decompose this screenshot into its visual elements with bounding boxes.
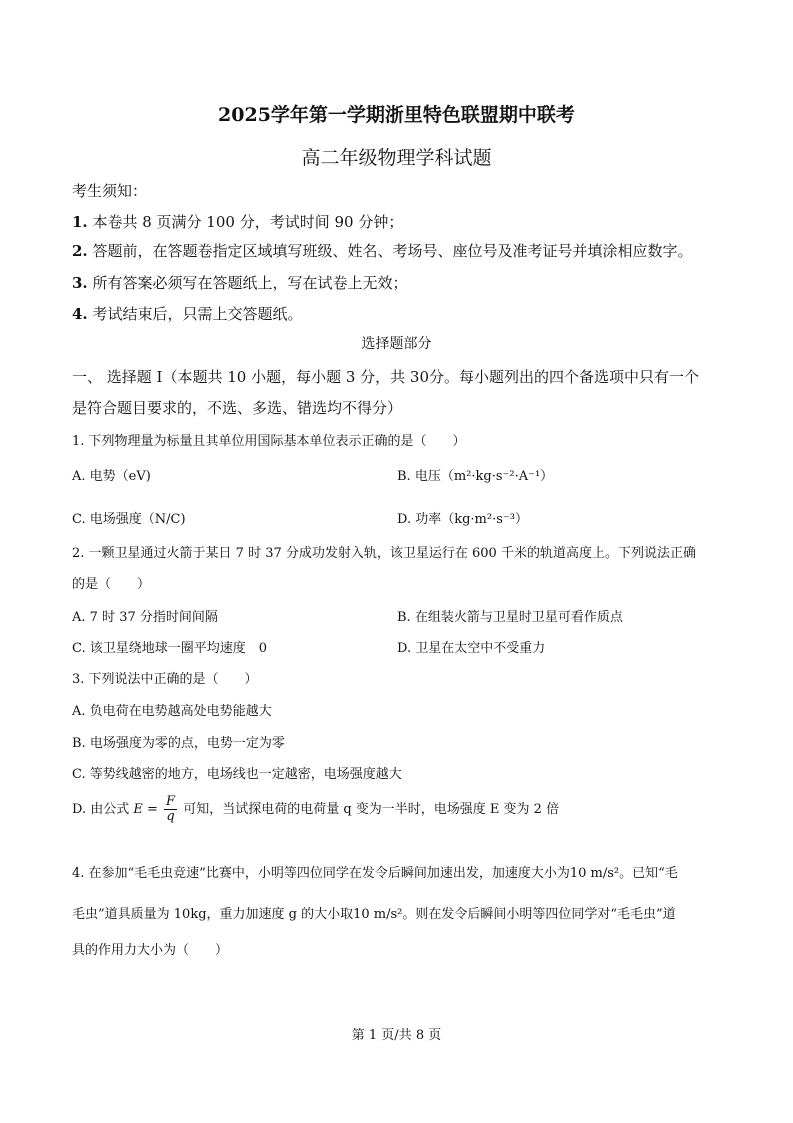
- notice-item-text: 考试结束后，只需上交答题纸。: [92, 305, 303, 323]
- question-1-option-a: A. 电势（eV): [72, 469, 151, 484]
- question-2-stem-line1: 2. 一颗卫星通过火箭于某日 7 时 37 分成功发射入轨，该卫星运行在 600 千米的轨道高度上。下列说法正确: [72, 546, 696, 561]
- notice-item-2: [72, 240, 692, 261]
- question-3-stem: 3. 下列说法中正确的是（ ）: [72, 672, 258, 687]
- notice-item-number: 4.: [72, 305, 88, 323]
- question-2-option-c: C. 该卫星绕地球一圈平均速度 0: [72, 641, 268, 656]
- question-4-line1: 4. 在参加“毛毛虫竞速”比赛中，小明等四位同学在发令后瞬间加速出发，加速度大小为10 m/s²。已知“毛: [72, 866, 678, 881]
- question-1-option-b: B. 电压（m²·kg·s⁻²·A⁻¹）: [397, 469, 554, 484]
- exam-title: 2025学年第一学期浙里特色联盟期中联考: [218, 104, 575, 126]
- question-3-option-d-suffix: 可知，当试探电荷的电荷量 q 变为一半时，电场强度 E 变为 2 倍: [183, 802, 560, 817]
- formula-denominator: q: [166, 809, 175, 824]
- part1-instructions-line2: 是符合题目要求的，不选、多选、错选均不得分）: [72, 399, 403, 417]
- part1-instructions-line1: 一、 选择题 I（本题共 10 小题，每小题 3 分，共 30分。每小题列出的四个备选项中只有一个: [72, 368, 700, 386]
- notice-item-4: [72, 303, 302, 324]
- question-2-stem-line2: 的是（ ）: [72, 577, 151, 592]
- notice-item-text: 答题前，在答题卷指定区域填写班级、姓名、考场号、座位号及准考证号并填涂相应数字。: [92, 242, 693, 260]
- notice-item-number: 3.: [72, 274, 88, 292]
- formula-numerator: F: [166, 794, 176, 809]
- question-2-option-a: A. 7 时 37 分指时间间隔: [72, 610, 218, 625]
- page-footer: 第 1 页/共 8 页: [351, 1028, 442, 1043]
- question-3-option-a: A. 负电荷在电势越高处电势能越大: [72, 704, 272, 719]
- question-3-option-b: B. 电场强度为零的点，电势一定为零: [72, 736, 285, 751]
- question-3-option-d: [72, 795, 559, 824]
- formula-fraction: [164, 795, 177, 824]
- question-4-line3: 具的作用力大小为（ ）: [72, 943, 229, 958]
- question-1-option-c: C. 电场强度（N/C): [72, 512, 186, 527]
- question-2-option-b: B. 在组装火箭与卫星时卫星可看作质点: [397, 610, 623, 625]
- question-3-option-c: C. 等势线越密的地方，电场线也一定越密，电场强度越大: [72, 767, 402, 782]
- question-1-option-d: D. 功率（kg·m²·s⁻³）: [397, 512, 528, 527]
- formula-lhs: E =: [133, 802, 158, 817]
- notice-item-text: 所有答案必须写在答题纸上，写在试卷上无效；: [92, 274, 408, 292]
- notice-item-text: 本卷共 8 页满分 100 分，考试时间 90 分钟；: [92, 213, 404, 231]
- question-1-stem: 1. 下列物理量为标量且其单位用国际基本单位表示正确的是（ ）: [72, 434, 466, 449]
- notice-item-1: [72, 211, 403, 232]
- question-3-option-d-prefix: D. 由公式: [72, 802, 130, 817]
- question-4-line2: 毛虫”道具质量为 10kg，重力加速度 g 的大小取10 m/s²。则在发令后瞬间小明等四位同学对“毛毛虫”道: [72, 907, 676, 922]
- question-2-option-d: D. 卫星在太空中不受重力: [397, 641, 546, 656]
- notice-item-number: 2.: [72, 242, 88, 260]
- notice-item-number: 1.: [72, 213, 88, 231]
- notice-heading: 考生须知：: [72, 182, 148, 200]
- section-title: 选择题部分: [361, 336, 432, 352]
- exam-subtitle: 高二年级物理学科试题: [301, 147, 492, 169]
- notice-item-3: [72, 272, 407, 293]
